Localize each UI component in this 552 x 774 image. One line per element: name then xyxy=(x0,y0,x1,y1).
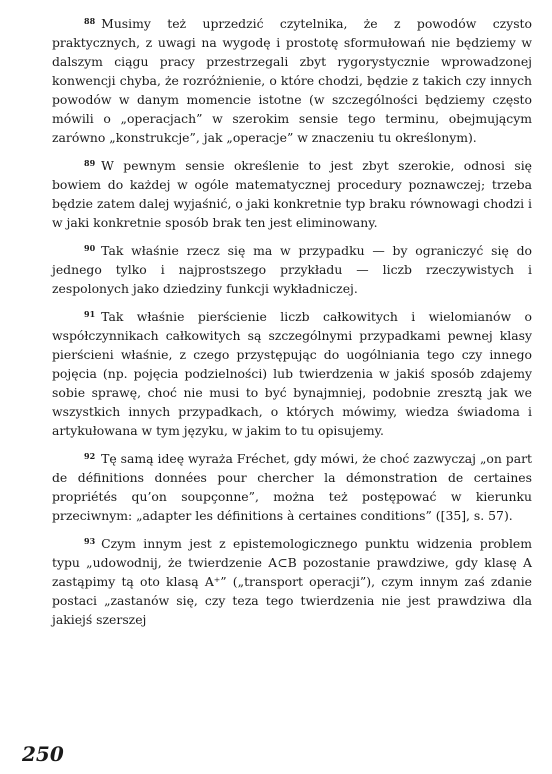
footnote-text: Musimy też uprzedzić czytelnika, że z powodów czysto praktycznych, z uwagi na wygodę i prostotę sformułowań nie będziemy w dalszym ciągu pracy przestrzegali zbyt rygorystycznie wprowadzonej konwencji chyba, że rozróżnienie, o które chodzi, będzie z takich czy innych powodów w danym momencie istotne (w szczególności będziemy często mówili o „operacjach” w szerokim sensie tego terminu, obejmującym zarówno „konstrukcje”, jak „operacje” w znaczeniu tu określonym). xyxy=(52,16,532,145)
footnote-89 xyxy=(52,154,532,232)
footnote-93 xyxy=(52,532,532,629)
page-number: 250 xyxy=(22,742,64,766)
footnote-text: Tak właśnie rzecz się ma w przypadku — by ograniczyć się do jednego tylko i najprostszego przykładu — liczb rzeczywistych i zespolonych jako dziedziny funkcji wykładniczej. xyxy=(52,243,532,296)
footnote-number: 91 xyxy=(84,309,96,319)
footnote-text: Czym innym jest z epistemologicznego punktu widzenia problem typu „udowodnij, że twierdzenie A⊂B pozostanie prawdziwe, gdy klasę A zastąpimy tą oto klasą A⁺” („transport operacji”), czym innym zaś zdanie postaci „zastanów się, czy teza tego twierdzenia nie jest prawdziwa dla jakiejś szerszej xyxy=(52,536,532,627)
footnote-text: W pewnym sensie określenie to jest zbyt szerokie, odnosi się bowiem do każdej w ogóle matematycznej procedury poznawczej; trzeba będzie zatem dalej wyjaśnić, o jaki konkretnie typ braku równowagi chodzi i w jaki konkretnie sposób brak ten jest eliminowany. xyxy=(52,158,532,230)
footnote-text: Tak właśnie pierścienie liczb całkowitych i wielomianów o współczynnikach całkowitych są szczególnymi przypadkami pewnej klasy pierścieni właśnie, z czego przystępując do uogólniania tego czy innego pojęcia (np. pojęcia podzielności) lub twierdzenia w jakiś sposób zdajemy sobie sprawę, choć nie musi to być bynajmniej, podobnie zresztą jak we wszystkich innych przypadkach, o których mówimy, wiedza świadoma i artykułowana w tym języku, w jakim to tu opisujemy. xyxy=(52,309,532,438)
footnote-text: Tę samą ideę wyraża Fréchet, gdy mówi, że choć zazwyczaj „on part de définitions données pour chercher la démonstration de certaines propriétés qu’on soupçonne”, można też postępować w kierunku przeciwnym: „adapter les définitions à certaines conditions” ([35], s. 57). xyxy=(52,451,532,523)
footnote-number: 92 xyxy=(84,451,96,461)
footnote-92 xyxy=(52,447,532,525)
footnote-88 xyxy=(52,12,532,147)
footnote-number: 89 xyxy=(84,158,96,168)
footnote-number: 88 xyxy=(84,16,96,26)
footnote-91 xyxy=(52,305,532,440)
footnote-90 xyxy=(52,239,532,298)
footnote-number: 93 xyxy=(84,536,96,546)
footnote-number: 90 xyxy=(84,243,96,253)
